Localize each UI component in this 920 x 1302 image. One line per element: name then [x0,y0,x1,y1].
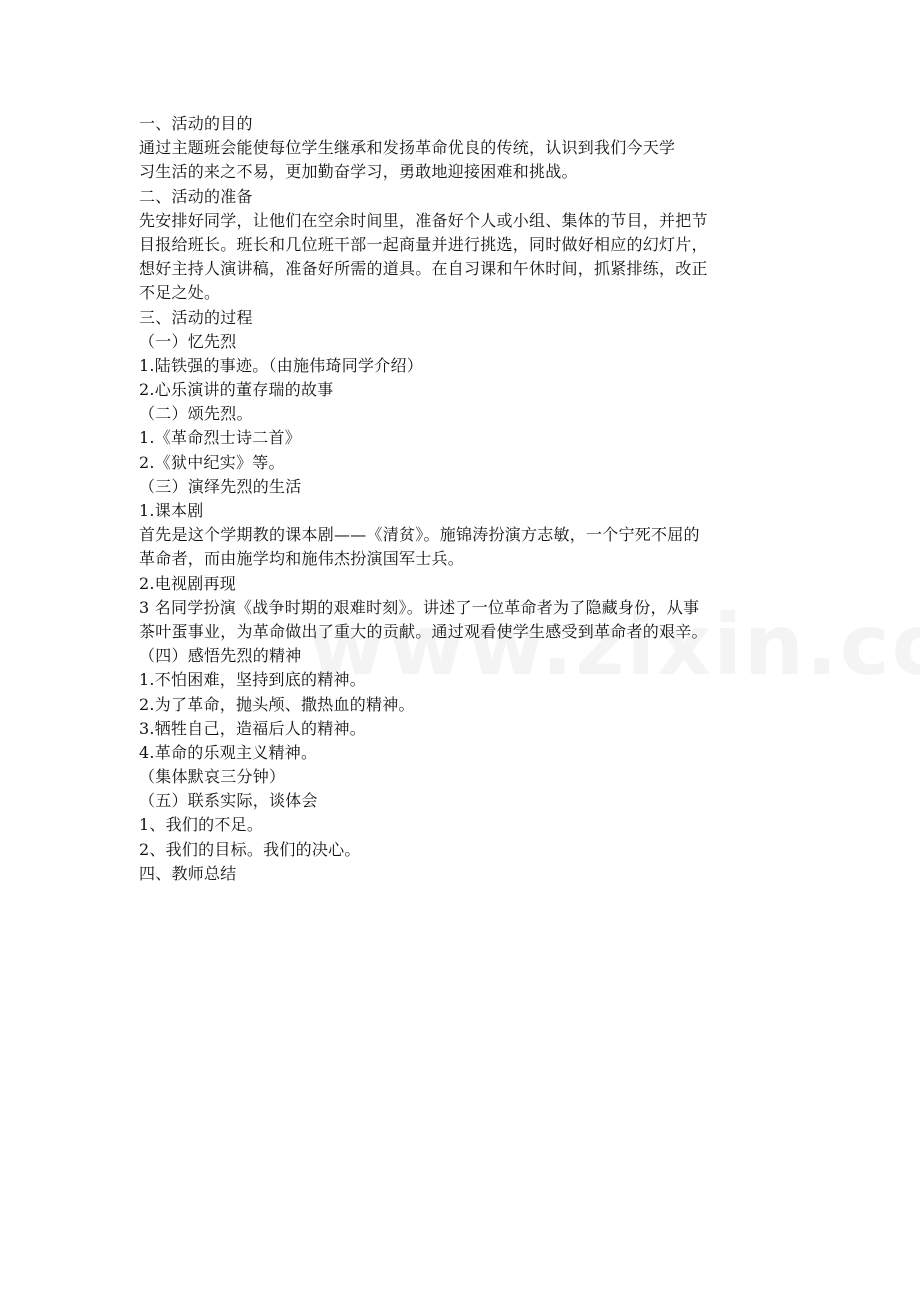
paragraph-line: 茶叶蛋事业，为革命做出了重大的贡献。通过观看使学生感受到革命者的艰辛。 [139,621,708,641]
paragraph-line: 革命者，而由施学均和施伟杰扮演国军士兵。 [139,549,465,569]
section-heading-summary: 四、教师总结 [139,863,237,883]
list-item: 3.牺牲自己，造福后人的精神。 [139,718,367,738]
list-item: 2、我们的目标。我们的决心。 [139,839,361,859]
section-heading-process: 三、活动的过程 [139,307,253,327]
list-item: 1.《革命烈士诗二首》 [139,428,302,448]
list-item: 2.心乐演讲的董存瑞的故事 [139,380,334,400]
subsection-heading: （二）颂先烈。 [139,404,253,424]
paragraph-line: 想好主持人演讲稿，准备好所需的道具。在自习课和午休时间，抓紧排练，改正 [139,259,708,279]
subsection-heading: （五）联系实际，谈体会 [139,791,318,811]
list-item: 4.革命的乐观主义精神。 [139,742,318,762]
paragraph-line: 3 名同学扮演《战争时期的艰难时刻》。讲述了一位革命者为了隐藏身份，从事 [139,597,700,617]
list-item: 2.电视剧再现 [139,573,237,593]
subsection-heading: （一）忆先烈 [139,331,237,351]
paragraph-line: （集体默哀三分钟） [139,767,286,787]
list-item: 1、我们的不足。 [139,815,264,835]
subsection-heading: （四）感悟先烈的精神 [139,646,302,666]
section-heading-preparation: 二、活动的准备 [139,186,253,206]
list-item: 2.为了革命，抛头颅、撒热血的精神。 [139,694,415,714]
paragraph-line: 通过主题班会能使每位学生继承和发扬革命优良的传统，认识到我们今天学 [139,138,676,158]
list-item: 2.《狱中纪实》等。 [139,452,285,472]
paragraph-line: 首先是这个学期教的课本剧——《清贫》。施锦涛扮演方志敏，一个宁死不屈的 [139,525,700,545]
paragraph-line: 习生活的来之不易，更加勤奋学习，勇敢地迎接困难和挑战。 [139,162,578,182]
subsection-heading: （三）演绎先烈的生活 [139,476,302,496]
list-item: 1.课本剧 [139,501,204,520]
section-heading-purpose: 一、活动的目的 [139,114,253,133]
paragraph-line: 不足之处。 [139,283,221,303]
document-body [139,112,789,886]
paragraph-line: 目报给班长。班长和几位班干部一起商量并进行挑选，同时做好相应的幻灯片， [139,234,708,254]
list-item: 1.不怕困难，坚持到底的精神。 [139,670,367,690]
list-item: 1.陆铁强的事迹。（由施伟琦同学介绍） [139,355,424,375]
paragraph-line: 先安排好同学，让他们在空余时间里，准备好个人或小组、集体的节目，并把节 [139,210,708,230]
